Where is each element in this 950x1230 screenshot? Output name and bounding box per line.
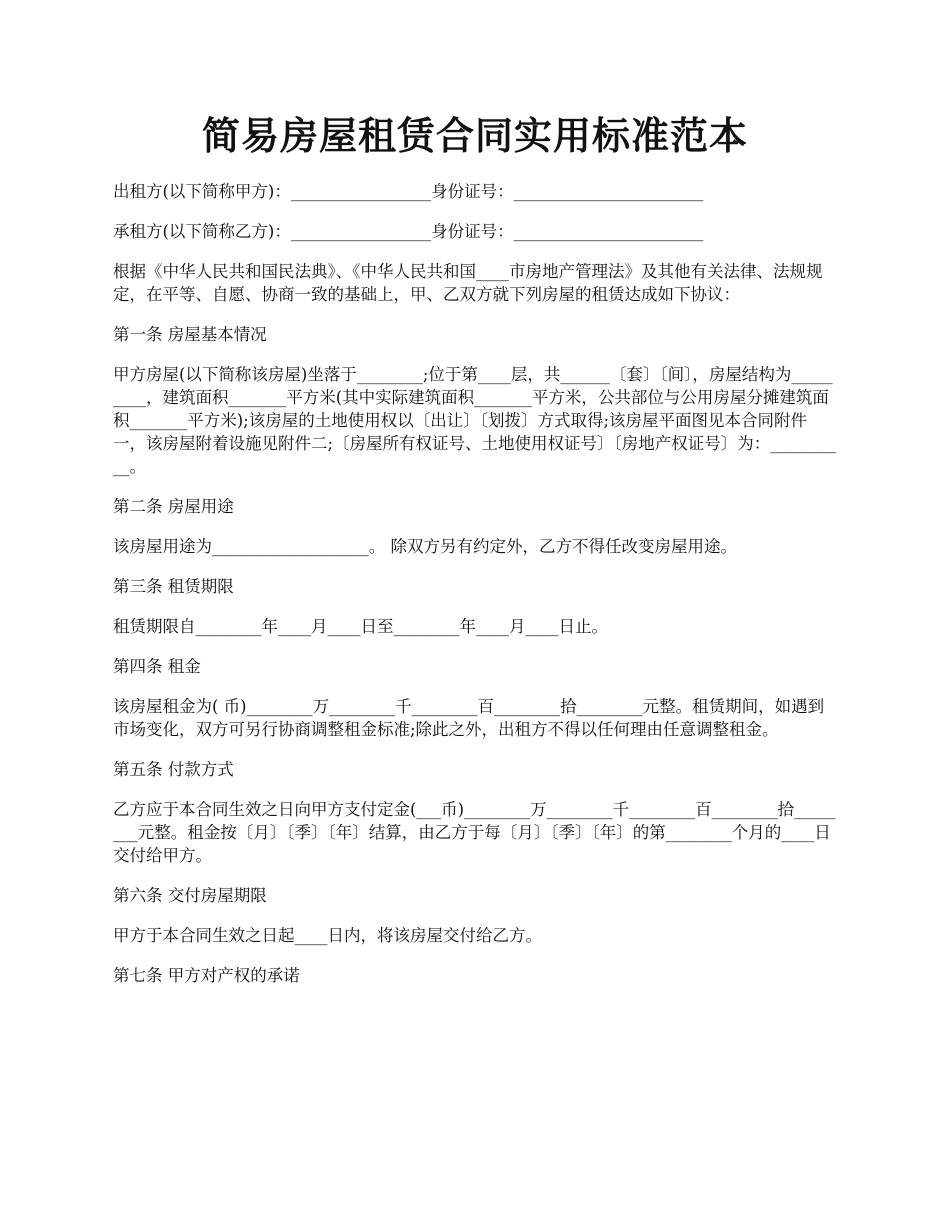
article-2-heading: 第二条 房屋用途 (113, 497, 234, 516)
article-6-body: 甲方于本合同生效之日起____日内，将该房屋交付给乙方。 (113, 926, 542, 945)
article-2-body: 该房屋用途为___________________。 除双方另有约定外，乙方不得任改变房屋用途。 (113, 537, 737, 556)
lessee-line: 承租方(以下简称乙方)：_________________身份证号：_______________________ (113, 222, 704, 241)
article-3-body: 租赁期限自________年____月____日至________年____月____日止。 (113, 617, 608, 636)
article-1-body: 甲方房屋(以下简称该房屋)坐落于________;位于第____层，共______〔套〕〔间〕，房屋结构为_________，建筑面积_______平方米(其中实际建筑面积_______平方米，公共部位与公用房屋分摊建筑面积_______平方米);该房屋的土地使用权以〔出让〕〔划拨〕方式取得;该房屋平面图见本合同附件一，该房屋附着设施见附件二;〔房屋所有权证号、土地使用权证号〕〔房地产权证号〕为：__________。 (113, 365, 837, 476)
article-4-body: 该房屋租金为( 币)________万________千________百________拾________元整。租赁期间，如遇到市场变化，双方可另行协商调整租金标准;除此之外，出租方不得以任何理由任意调整租金。 (113, 697, 825, 739)
article-6-heading: 第六条 交付房屋期限 (113, 886, 267, 905)
lessor-line: 出租方(以下简称甲方)：_________________身份证号：_______________________ (113, 182, 704, 201)
article-1-heading: 第一条 房屋基本情况 (113, 325, 267, 344)
article-5-heading: 第五条 付款方式 (113, 760, 234, 779)
article-4-heading: 第四条 租金 (113, 657, 201, 676)
article-5-body: 乙方应于本合同生效之日向甲方支付定金(___币)________万________千________百________拾________元整。租金按〔月〕〔季〕〔年〕结算，由乙方于每〔月〕〔季〕〔年〕的第________个月的____日交付给甲方。 (113, 800, 836, 865)
document-body (113, 180, 839, 1004)
document-title: 简易房屋租赁合同实用标准范本 (201, 113, 748, 158)
preamble-paragraph: 根据《中华人民共和国民法典》、《中华人民共和国____市房地产管理法》及其他有关法律、法规规定，在平等、自愿、协商一致的基础上，甲、乙双方就下列房屋的租赁达成如下协议： (113, 262, 823, 304)
article-7-heading: 第七条 甲方对产权的承诺 (113, 966, 300, 985)
article-3-heading: 第三条 租赁期限 (113, 577, 234, 596)
